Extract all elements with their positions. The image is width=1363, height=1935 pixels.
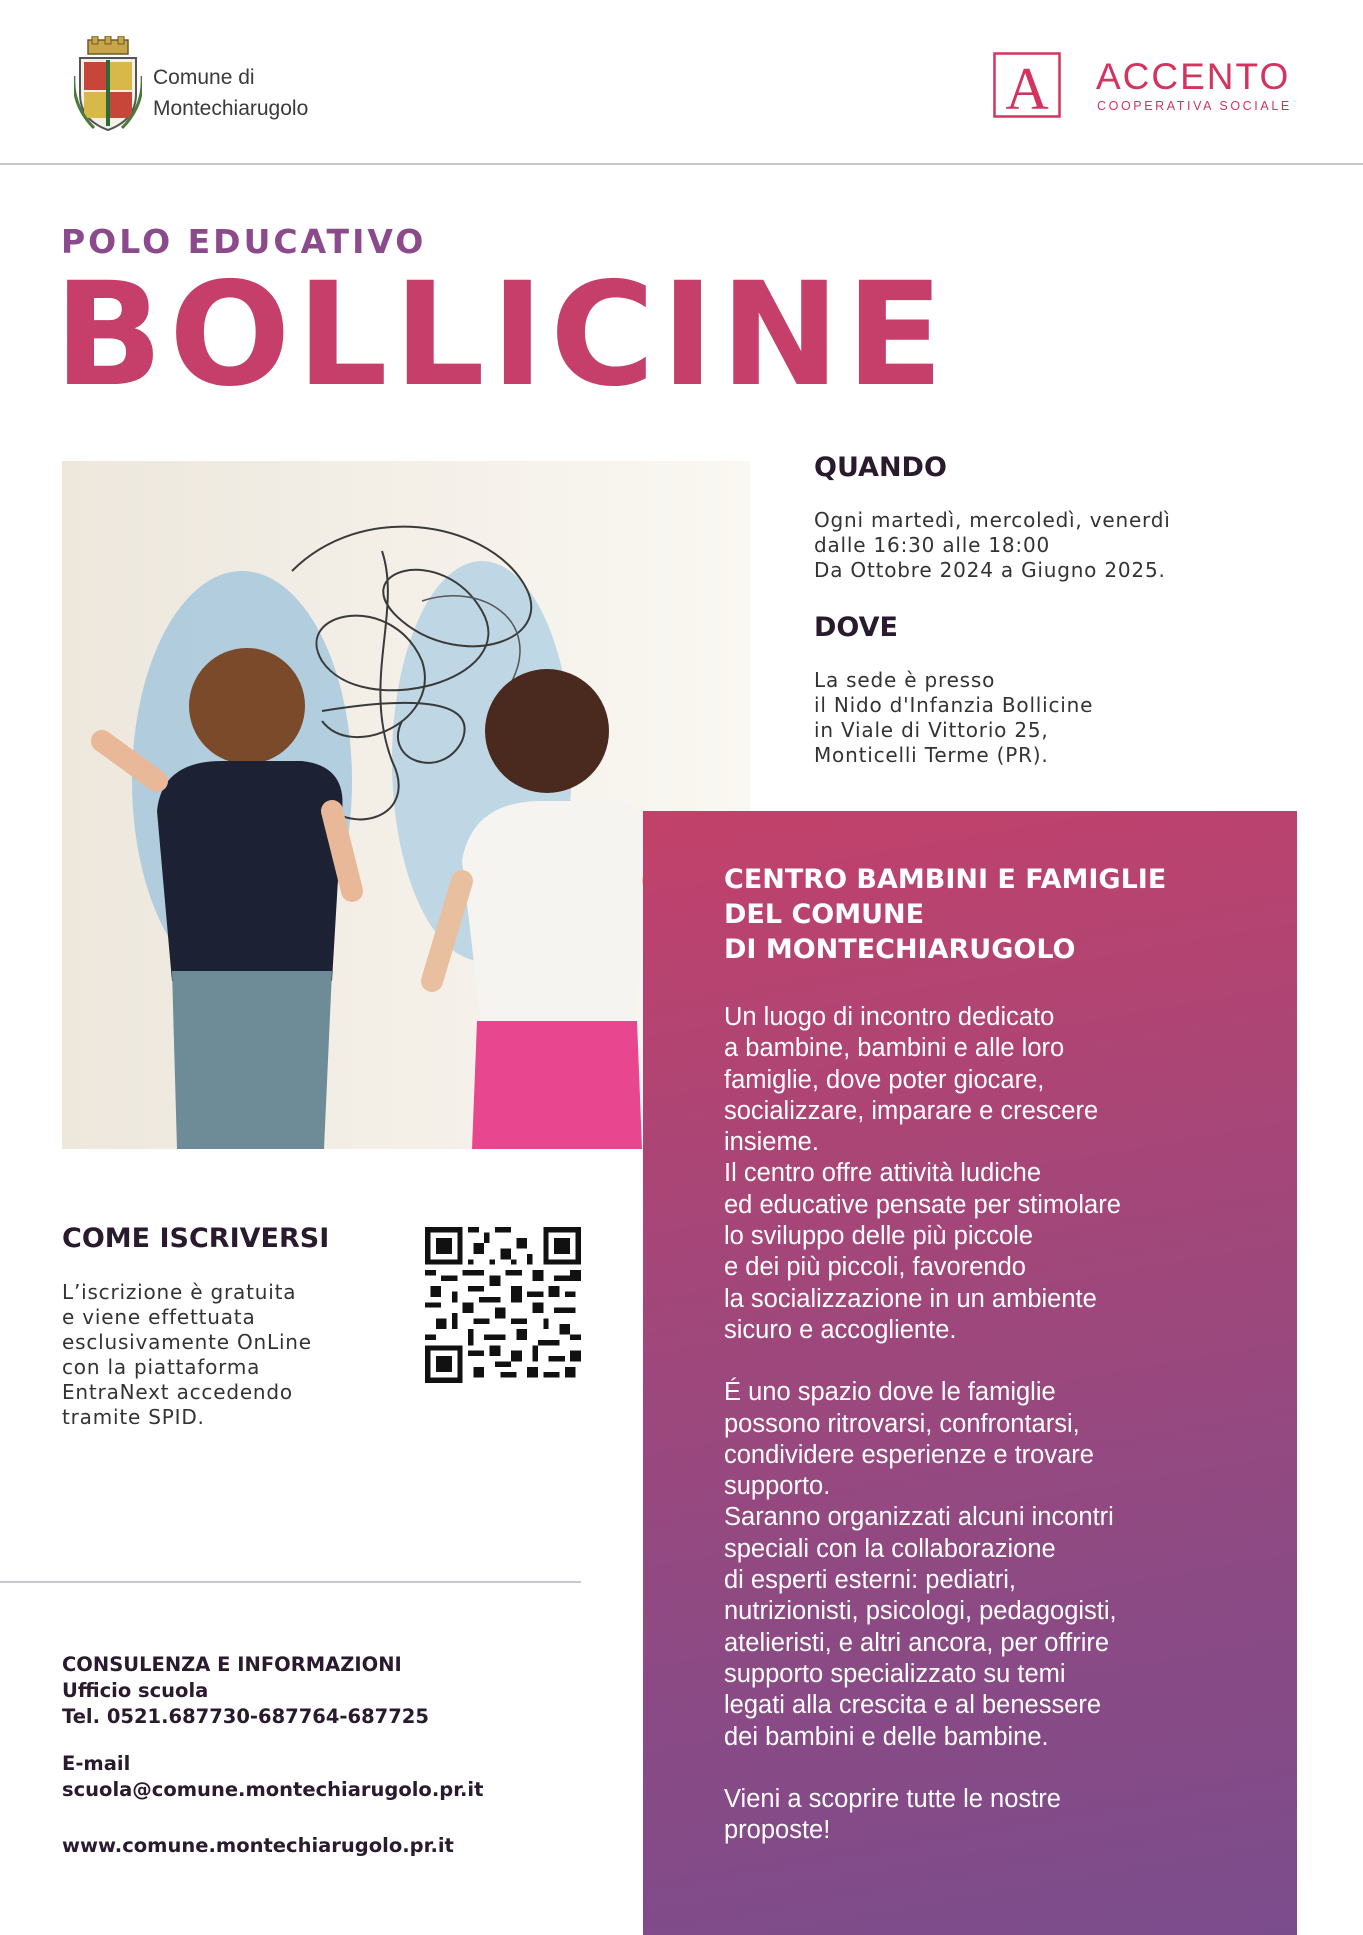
municipality-line1: Comune di [153,66,255,89]
coop-subtitle: COOPERATIVA SOCIALE [1097,99,1292,113]
quando-text: Ogni martedì, mercoledì, venerdì dalle 16:30 alle 18:00 Da Ottobre 2024 a Giugno 2025. [814,508,1171,582]
centro-heading: CENTRO BAMBINI E FAMIGLIE DEL COMUNE DI MONTECHIARUGOLO [724,864,1167,965]
consulenza-block: CONSULENZA E INFORMAZIONI Ufficio scuola Tel. 0521.687730-687764-687725 [62,1653,429,1728]
header-divider [0,163,1363,165]
centro-paragraph-1: Un luogo di incontro dedicato a bambine, bambini e alle loro famiglie, dove poter giocare, socializzare, imparare e crescere insieme. Il centro offre attività ludiche ed educative pensate per stimolare lo sviluppo delle più piccole e dei più piccoli, favorendo la socializzazione in un ambiente sicuro e accogliente. [724,1003,1121,1344]
coop-name: ACCENTO [1096,56,1291,97]
municipality-line2: Montechiarugolo [153,97,309,120]
section-divider [0,1581,581,1583]
qr-code-icon[interactable] [425,1227,581,1383]
quando-heading: QUANDO [814,452,947,483]
website-link[interactable]: www.comune.montechiarugolo.pr.it [62,1834,454,1857]
centro-paragraph-3: Vieni a scoprire tutte le nostre proposte! [724,1784,1061,1845]
dove-text: La sede è presso il Nido d'Infanzia Bollicine in Viale di Vittorio 25, Monticelli Terme (PR). [814,668,1094,767]
email-block[interactable]: E-mail scuola@comune.montechiarugolo.pr.it [62,1752,484,1801]
title-kicker: POLO EDUCATIVO [61,222,427,261]
iscrizione-heading: COME ISCRIVERSI [62,1223,330,1254]
accento-logo-letter: A [1005,56,1049,118]
centro-body [724,1002,1284,1846]
centro-paragraph-2: É uno spazio dove le famiglie possono ritrovarsi, confrontarsi, condividere esperienze e trovare supporto. Saranno organizzati alcuni incontri speciali con la collaborazione di esperti esterni: pediatri, nutrizionisti, psicologi, pedagogisti, atelieristi, e altri ancora, per offrire supporto specializzato su temi legati alla crescita e al benessere dei bambini e delle bambine. [724,1378,1117,1751]
dove-heading: DOVE [814,612,898,643]
municipality-name [153,62,308,124]
accento-logo-icon [993,52,1061,118]
page-title: BOLLICINE [54,251,950,418]
iscrizione-text: L’iscrizione è gratuita e viene effettuata esclusivamente OnLine con la piattaforma EntraNext accedendo tramite SPID. [62,1280,312,1429]
coat-of-arms-icon [74,36,142,134]
